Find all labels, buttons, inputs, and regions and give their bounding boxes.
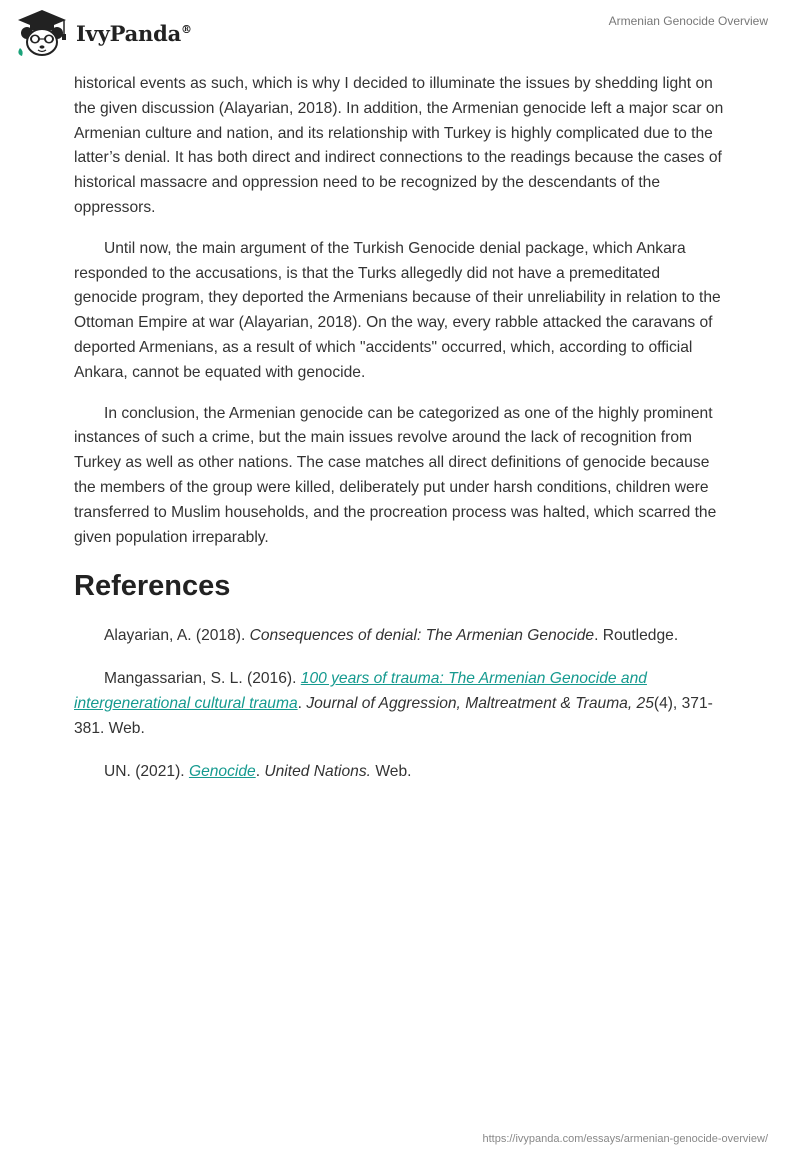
reference-link-100-years-of-trauma[interactable]: 100 years of trauma: The Armenian Genocide and intergenerational cultural trauma [74,670,647,712]
essay-body [74,72,726,802]
reference-un: UN. (2021). Genocide. United Nations. Web. [104,762,412,780]
panda-graduate-icon [14,8,70,58]
reference-link-genocide[interactable]: Genocide [188,762,256,780]
references-heading: References [74,570,231,603]
paragraph-conclusion: In conclusion, the Armenian genocide can be categorized as one of the highly prominent instances of such a crime, but the main issues revolve around the lack of recognition from Turkey as well as other nations. The case matches all direct definitions of genocide because the members of the group were killed, deliberately put under harsh conditions, children were transferred to Muslim households, and the procreation process was halted, which scarred the given population irreparably. [74,404,717,546]
paragraph-continuation: historical events as such, which is why I decided to illuminate the issues by shedding light on the given discussion (Alayarian, 2018). In addition, the Armenian genocide left a major scar on Armenian culture and nation, and its relationship with Turkey is highly complicated due to the latter’s denial. It has both direct and indirect connections to the readings because the cases of historical massacre and oppression need to be recognized by the descendants of the oppressors. [74,75,724,216]
page-header [0,0,800,70]
paragraph-denial-argument: Until now, the main argument of the Turkish Genocide denial package, which Ankara responded to the accusations, is that the Turks allegedly did not have a premeditated genocide program, they deported the Armenians because of their unreliability in relation to the Ottoman Empire at war (Alayarian, 2018). On the way, every rabble attacked the caravans of deported Armenians, as a result of which "accidents" occurred, which, according to official Ankara, cannot be equated with genocide. [74,239,721,381]
ivypanda-logo[interactable] [14,8,192,58]
document-title: Armenian Genocide Overview [608,14,768,28]
reference-alayarian: Alayarian, A. (2018). Consequences of denial: The Armenian Genocide. Routledge. [104,627,679,645]
reference-mangassarian: Mangassarian, S. L. (2016). 100 years of trauma: The Armenian Genocide and intergenerational cultural trauma. Journal of Aggression, Maltreatment & Trauma, 25(4), 371-381. Web. [74,670,713,737]
logo-text: IvyPanda® [76,20,192,46]
footer-url: https://ivypanda.com/essays/armenian-genocide-overview/ [482,1133,768,1145]
